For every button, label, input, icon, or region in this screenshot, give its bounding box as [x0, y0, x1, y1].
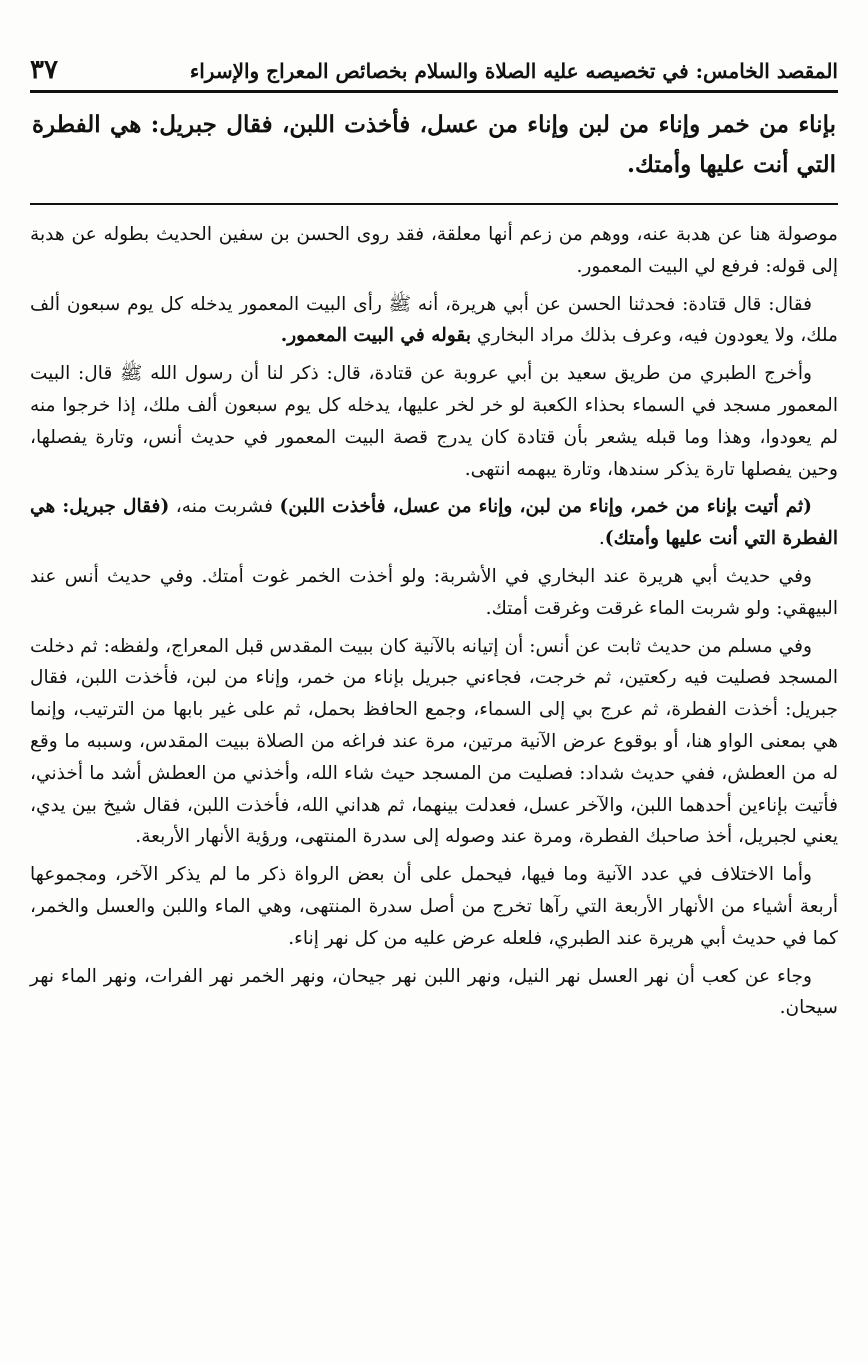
main-text: بإناء من خمر وإناء من لبن وإناء من عسل، فأخذت اللبن، فقال جبريل: هي الفطرة التي أنت عليها وأمتك. — [32, 111, 836, 178]
commentary-paragraph-3: وأخرج الطبري من طريق سعيد بن أبي عروبة عن قتادة، قال: ذكر لنا أن رسول الله ﷺ قال: البيت المعمور مسجد في السماء بحذاء الكعبة لو خر لخر عليها، يدخله كل يوم سبعون ألف ملك، إذا خرجوا منه لم يعودوا، وهذا وما قبله يشعر بأن قتادة كان يدرج قصة البيت المعمور في حديث أنس، وتارة يفصلها، وحين يفصلها تارة يذكر سندها، وتارة يبهمه انتهى. — [30, 363, 838, 480]
page-number: ٣٧ — [30, 55, 58, 85]
commentary-paragraph-2 — [30, 289, 838, 353]
commentary-text — [30, 219, 838, 1024]
paragraph-4-text: فشربت منه، — [169, 496, 280, 518]
paragraph-2-bold: بقوله في البيت المعمور. — [280, 325, 472, 347]
separator-rule — [30, 203, 838, 205]
header-title: المقصد الخامس: في تخصيصه عليه الصلاة والسلام بخصائص المعراج والإسراء — [189, 59, 838, 83]
commentary-paragraph-1: موصولة هنا عن هدبة عنه، ووهم من زعم أنها معلقة، فقد روى الحسن بن سفين الحديث بطوله عن هدبة إلى قوله: فرفع لي البيت المعمور. — [30, 224, 838, 277]
quoted-matn-2: (فقال جبريل: هي الفطرة التي أنت عليها وأمتك) — [30, 496, 838, 550]
commentary-paragraph-7: وأما الاختلاف في عدد الآنية وما فيها، فيحمل على أن بعض الرواة ذكر ما لم يذكر الآخر، ومجموعها أربعة أشياء من الأنهار الأربعة التي رآها تخرج من أصل سدرة المنتهى، وهي الماء واللبن والعسل والخمر، كما في حديث أبي هريرة عند الطبري، فلعله عرض عليه من كل نهر إناء. — [30, 864, 838, 949]
commentary-paragraph-4 — [30, 491, 838, 555]
commentary-paragraph-8: وجاء عن كعب أن نهر العسل نهر النيل، ونهر اللبن نهر جيحان، ونهر الخمر نهر الفرات، ونهر الماء نهر سيحان. — [30, 965, 838, 1019]
commentary-paragraph-5: وفي حديث أبي هريرة عند البخاري في الأشربة: ولو أخذت الخمر غوت أمتك. وفي حديث أنس عند البيهقي: ولو شربت الماء غرقت وغرقت أمتك. — [30, 565, 838, 619]
running-header — [30, 50, 838, 90]
quoted-matn-1: (ثم أتيت بإناء من خمر، وإناء من لبن، وإناء من عسل، فأخذت اللبن) — [279, 496, 812, 518]
commentary-paragraph-6: وفي مسلم من حديث ثابت عن أنس: أن إتيانه بالآنية كان ببيت المقدس قبل المعراج، ولفظه: ثم دخلت المسجد فصليت فيه ركعتين، ثم خرجت، فجاءني جبريل بإناء من خمر، وإناء من لبن، فأخذت اللبن، فقال جبريل: أخذت الفطرة، ثم عرج بي إلى السماء، وجمع الحافظ بحمل، ثم على غير بابها من الترتيب، وإنما هي بمعنى الواو هنا، أو بوقوع عرض الآنية مرتين، مرة عند فراغه من الصلاة ببيت المقدس، وسببه ما وقع له من العطش، ففي حديث شداد: فصليت من المسجد حيث شاء الله، وأخذني من العطش أشد ما أخذني، فأتيت بإناءين أحدهما اللبن، والآخر عسل، فعدلت بينهما، ثم هداني الله، فأخذت اللبن، فقال شيخ بين يدي، يعني لجبريل، أخذ صاحبك الفطرة، ومرة عند وصوله إلى سدرة المنتهى، ورؤية الأنهار الأربعة. — [30, 635, 838, 848]
book-page — [30, 50, 838, 1030]
paragraph-2-text: فقال: قال قتادة: فحدثنا الحسن عن أبي هريرة، أنه ﷺ رأى البيت المعمور يدخله كل يوم سبعون ألف ملك، ولا يعودون فيه، وعرف بذلك مراد البخاري — [30, 293, 838, 347]
paragraph-4-end: . — [598, 528, 605, 550]
